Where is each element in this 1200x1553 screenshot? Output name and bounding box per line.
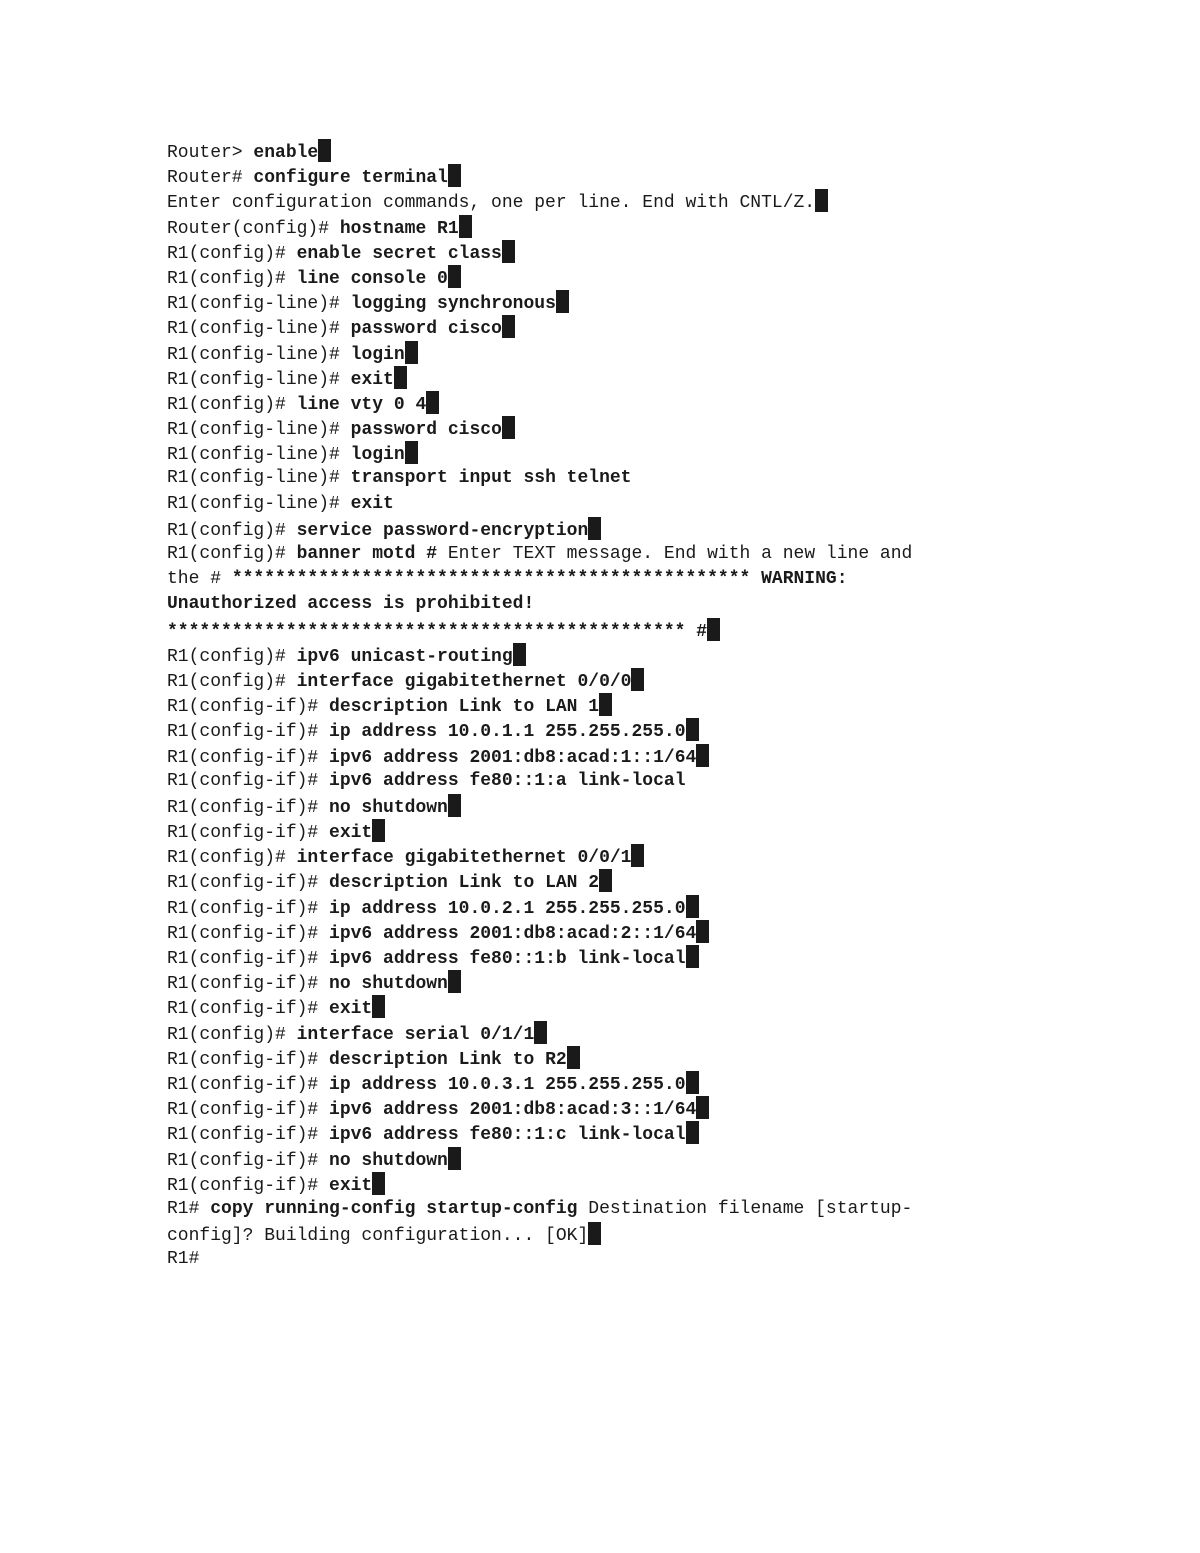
cli-command: ************************************************ WARNING: bbox=[231, 569, 848, 590]
cursor-block-icon bbox=[686, 1121, 699, 1144]
cli-prompt: R1(config-line)# bbox=[167, 468, 351, 489]
cli-prompt: R1(config-if)# bbox=[167, 1049, 330, 1070]
cursor-block-icon bbox=[696, 744, 709, 767]
cursor-block-icon bbox=[556, 290, 569, 313]
cli-output: Enter TEXT message. End with a new line and bbox=[437, 544, 913, 564]
cli-prompt: R1(config-if)# bbox=[167, 1175, 330, 1196]
terminal-line bbox=[167, 718, 1047, 743]
terminal-line bbox=[167, 945, 1047, 970]
terminal-line bbox=[167, 391, 1047, 416]
cli-prompt: R1(config-line)# bbox=[167, 369, 351, 390]
cli-command: no shutdown bbox=[329, 797, 448, 818]
cli-command: Unauthorized access is prohibited! bbox=[167, 594, 535, 615]
cli-output: config]? Building configuration... [OK] bbox=[167, 1226, 589, 1247]
terminal-line bbox=[167, 920, 1047, 945]
cli-prompt: R1(config-if)# bbox=[167, 999, 330, 1020]
cli-command: ************************************************ # bbox=[167, 621, 708, 642]
cursor-block-icon bbox=[599, 693, 612, 716]
cli-command: ip address 10.0.3.1 255.255.255.0 bbox=[329, 1074, 686, 1095]
terminal-line bbox=[167, 567, 1047, 592]
cursor-block-icon bbox=[534, 1021, 547, 1044]
cursor-block-icon bbox=[588, 1222, 601, 1245]
cli-command: exit bbox=[350, 369, 394, 390]
cli-command: exit bbox=[329, 999, 373, 1020]
cli-command: exit bbox=[329, 1175, 373, 1196]
terminal-line bbox=[167, 1046, 1047, 1071]
cursor-block-icon bbox=[448, 265, 461, 288]
cli-prompt: R1(config-if)# bbox=[167, 949, 330, 969]
cli-prompt: Router(config)# bbox=[167, 218, 340, 239]
cli-prompt: R1(config-if)# bbox=[167, 1100, 330, 1121]
terminal-line bbox=[167, 1247, 1047, 1272]
cursor-block-icon bbox=[405, 341, 418, 364]
cli-command: enable bbox=[253, 143, 319, 163]
terminal-line bbox=[167, 139, 1047, 164]
cli-prompt: Router# bbox=[167, 168, 254, 189]
cli-command: configure terminal bbox=[253, 168, 448, 189]
cli-command: ipv6 address fe80::1:b link-local bbox=[329, 949, 686, 969]
cursor-block-icon bbox=[372, 819, 385, 842]
cursor-block-icon bbox=[686, 718, 699, 741]
cli-command: password cisco bbox=[350, 319, 502, 340]
cursor-block-icon bbox=[502, 240, 515, 263]
cli-command: no shutdown bbox=[329, 1150, 448, 1171]
cursor-block-icon bbox=[686, 895, 699, 918]
cursor-block-icon bbox=[372, 1172, 385, 1195]
cli-command: banner motd # bbox=[296, 544, 438, 564]
cli-command: interface gigabitethernet 0/0/1 bbox=[296, 848, 632, 869]
cursor-block-icon bbox=[686, 945, 699, 968]
cli-prompt: R1(config-line)# bbox=[167, 344, 351, 365]
cli-command: line console 0 bbox=[296, 268, 448, 289]
terminal-line bbox=[167, 744, 1047, 769]
cli-prompt: R1(config-if)# bbox=[167, 797, 330, 818]
terminal-line bbox=[167, 592, 1047, 617]
cli-prompt: R1(config-line)# bbox=[167, 319, 351, 340]
cursor-block-icon bbox=[372, 995, 385, 1018]
terminal-line bbox=[167, 1021, 1047, 1046]
cursor-block-icon bbox=[394, 366, 407, 389]
cli-prompt: R1(config-line)# bbox=[167, 294, 351, 315]
cursor-block-icon bbox=[686, 1071, 699, 1094]
cli-prompt: R1(config)# bbox=[167, 243, 297, 264]
cli-prompt: R1(config-line)# bbox=[167, 445, 351, 466]
terminal-line bbox=[167, 995, 1047, 1020]
cli-prompt: R1(config-if)# bbox=[167, 722, 330, 743]
cli-prompt: R1(config)# bbox=[167, 646, 297, 667]
cursor-block-icon bbox=[405, 441, 418, 464]
terminal-line bbox=[167, 189, 1047, 214]
terminal-line bbox=[167, 265, 1047, 290]
cli-command: description Link to LAN 2 bbox=[329, 873, 600, 894]
cli-prompt: R1(config)# bbox=[167, 394, 297, 415]
cli-prompt: the # bbox=[167, 569, 232, 590]
terminal-line bbox=[167, 341, 1047, 366]
terminal-line bbox=[167, 215, 1047, 240]
cli-prompt: R1# bbox=[167, 1198, 211, 1219]
cli-prompt: R1(config-if)# bbox=[167, 697, 330, 718]
terminal-line bbox=[167, 164, 1047, 189]
terminal-line bbox=[167, 1197, 1047, 1222]
cli-command: no shutdown bbox=[329, 974, 448, 995]
cli-command: exit bbox=[329, 823, 373, 844]
cursor-block-icon bbox=[459, 215, 472, 238]
cli-command: interface serial 0/1/1 bbox=[296, 1024, 535, 1045]
cli-prompt: R1(config-if)# bbox=[167, 1150, 330, 1171]
cli-command: logging synchronous bbox=[350, 294, 556, 315]
terminal-line bbox=[167, 492, 1047, 517]
terminal-line bbox=[167, 542, 1047, 567]
terminal-line bbox=[167, 794, 1047, 819]
cli-prompt: R1(config-if)# bbox=[167, 873, 330, 894]
cli-prompt: R1(config-if)# bbox=[167, 974, 330, 995]
cli-prompt: Router> bbox=[167, 143, 254, 163]
terminal-line bbox=[167, 844, 1047, 869]
terminal-line bbox=[167, 769, 1047, 794]
terminal-line bbox=[167, 466, 1047, 491]
cli-command: ipv6 address fe80::1:a link-local bbox=[329, 770, 686, 791]
cursor-block-icon bbox=[448, 164, 461, 187]
cli-output: Enter configuration commands, one per line. End with CNTL/Z. bbox=[167, 193, 816, 214]
cursor-block-icon bbox=[696, 920, 709, 943]
cli-command: enable secret class bbox=[296, 243, 502, 264]
cli-command: ipv6 address 2001:db8:acad:3::1/64 bbox=[329, 1100, 697, 1121]
cli-command: exit bbox=[350, 493, 394, 514]
cursor-block-icon bbox=[318, 139, 331, 162]
terminal-line bbox=[167, 240, 1047, 265]
cli-prompt: R1(config-if)# bbox=[167, 1074, 330, 1095]
terminal-line bbox=[167, 1096, 1047, 1121]
terminal-line bbox=[167, 618, 1047, 643]
cli-command: ipv6 address 2001:db8:acad:1::1/64 bbox=[329, 747, 697, 768]
cursor-block-icon bbox=[502, 416, 515, 439]
cli-prompt: R1(config)# bbox=[167, 520, 297, 541]
cli-command: ipv6 unicast-routing bbox=[296, 646, 513, 667]
cursor-block-icon bbox=[815, 189, 828, 212]
cli-prompt: R1(config-if)# bbox=[167, 823, 330, 844]
cli-command: hostname R1 bbox=[339, 218, 459, 239]
terminal-line bbox=[167, 441, 1047, 466]
cursor-block-icon bbox=[567, 1046, 580, 1069]
cli-command: service password-encryption bbox=[296, 520, 589, 541]
cli-prompt: R1(config)# bbox=[167, 544, 297, 564]
cursor-block-icon bbox=[696, 1096, 709, 1119]
terminal-line bbox=[167, 1147, 1047, 1172]
cursor-block-icon bbox=[448, 1147, 461, 1170]
cli-command: description Link to LAN 1 bbox=[329, 697, 600, 718]
cursor-block-icon bbox=[631, 668, 644, 691]
cli-prompt: R1(config-if)# bbox=[167, 923, 330, 944]
terminal-line bbox=[167, 643, 1047, 668]
cursor-block-icon bbox=[631, 844, 644, 867]
cli-command: ip address 10.0.2.1 255.255.255.0 bbox=[329, 898, 686, 919]
terminal-line bbox=[167, 1121, 1047, 1146]
cli-prompt: R1(config-if)# bbox=[167, 1125, 330, 1146]
terminal-line bbox=[167, 416, 1047, 441]
cli-prompt: R1(config)# bbox=[167, 268, 297, 289]
cli-command: password cisco bbox=[350, 420, 502, 441]
terminal-line bbox=[167, 290, 1047, 315]
cli-command: ipv6 address fe80::1:c link-local bbox=[329, 1125, 686, 1146]
cursor-block-icon bbox=[448, 970, 461, 993]
cli-prompt: R1(config-if)# bbox=[167, 747, 330, 768]
terminal-line bbox=[167, 668, 1047, 693]
cli-command: login bbox=[350, 445, 405, 466]
terminal-line bbox=[167, 970, 1047, 995]
terminal-line bbox=[167, 315, 1047, 340]
cli-prompt: R1(config)# bbox=[167, 848, 297, 869]
cli-command: line vty 0 4 bbox=[296, 394, 427, 415]
cursor-block-icon bbox=[448, 794, 461, 817]
cli-output: Destination filename [startup- bbox=[577, 1198, 913, 1219]
terminal-line bbox=[167, 1222, 1047, 1247]
terminal-line bbox=[167, 819, 1047, 844]
cli-command: ip address 10.0.1.1 255.255.255.0 bbox=[329, 722, 686, 743]
cursor-block-icon bbox=[513, 643, 526, 666]
cli-prompt: R1(config-if)# bbox=[167, 770, 330, 791]
terminal-line bbox=[167, 517, 1047, 542]
cursor-block-icon bbox=[426, 391, 439, 414]
cli-command: transport input ssh telnet bbox=[350, 468, 632, 489]
cli-prompt: R1(config-line)# bbox=[167, 493, 351, 514]
terminal-line bbox=[167, 693, 1047, 718]
cli-prompt: R1(config)# bbox=[167, 671, 297, 692]
cli-command: description Link to R2 bbox=[329, 1049, 567, 1070]
cli-prompt: R1(config)# bbox=[167, 1024, 297, 1045]
cli-prompt: R1(config-line)# bbox=[167, 420, 351, 441]
cursor-block-icon bbox=[502, 315, 515, 338]
terminal-line bbox=[167, 1172, 1047, 1197]
cli-prompt: R1(config-if)# bbox=[167, 898, 330, 919]
cli-command: copy running-config startup-config bbox=[210, 1198, 578, 1219]
cli-command: ipv6 address 2001:db8:acad:2::1/64 bbox=[329, 923, 697, 944]
cursor-block-icon bbox=[707, 618, 720, 641]
terminal-line bbox=[167, 869, 1047, 894]
cli-prompt: R1# bbox=[167, 1249, 200, 1270]
cursor-block-icon bbox=[588, 517, 601, 540]
terminal-transcript bbox=[167, 139, 1047, 1272]
terminal-line bbox=[167, 366, 1047, 391]
cli-command: login bbox=[350, 344, 405, 365]
terminal-line bbox=[167, 1071, 1047, 1096]
cli-command: interface gigabitethernet 0/0/0 bbox=[296, 671, 632, 692]
terminal-line bbox=[167, 895, 1047, 920]
cursor-block-icon bbox=[599, 869, 612, 892]
